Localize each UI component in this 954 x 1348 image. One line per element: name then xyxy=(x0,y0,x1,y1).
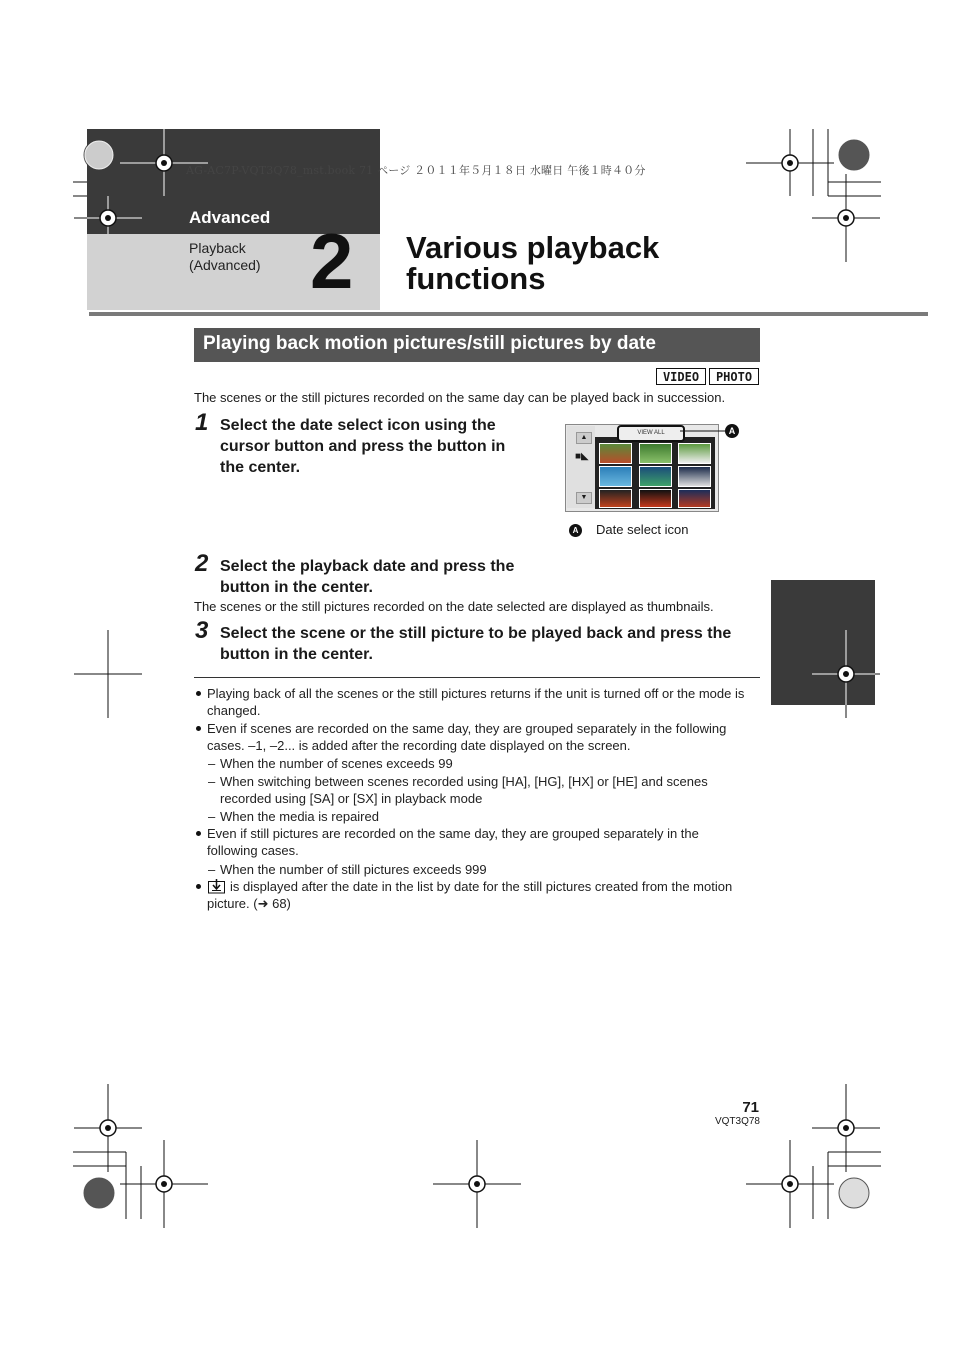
video-mode-tag: VIDEO xyxy=(656,368,706,385)
note-4-text: is displayed after the date in the list by date for the still pictures created from the motion picture. ( xyxy=(207,879,733,911)
page-number: 71 xyxy=(742,1099,759,1116)
dash: – xyxy=(208,862,216,877)
subsection-name: Playback (Advanced) xyxy=(189,240,261,273)
page-title: Various playback functions xyxy=(406,230,660,296)
intro-text: The scenes or the still pictures recorded on the same day can be played back in succession. xyxy=(194,390,726,405)
step-2-number: 2 xyxy=(195,550,209,577)
bullet xyxy=(196,884,201,889)
arrow-icon: ➜ xyxy=(257,896,269,911)
section-name: Advanced xyxy=(189,208,271,227)
callout-label: Date select icon xyxy=(596,522,689,537)
page-reference[interactable]: 68) xyxy=(268,896,291,911)
step-1-text: Select the date select icon using the cursor button and press the button in the center. xyxy=(220,417,506,476)
dash: – xyxy=(208,756,216,771)
callout-marker: A xyxy=(725,424,739,438)
note-3: Even if still pictures are recorded on the same day, they are grouped separately in the following cases. xyxy=(207,826,699,858)
note-3-sub-1: When the number of still pictures exceeds 999 xyxy=(220,862,487,877)
bullet xyxy=(196,831,201,836)
chapter-number: 2 xyxy=(310,217,354,305)
step-2-text: Select the playback date and press the button in the center. xyxy=(220,558,515,596)
note-2-sub-1: When the number of scenes exceeds 99 xyxy=(220,756,453,771)
step-3-text: Select the scene or the still picture to be played back and press the button in the center. xyxy=(220,625,732,663)
photo-mode-tag: PHOTO xyxy=(709,368,759,385)
note-2-sub-3: When the media is repaired xyxy=(220,809,379,824)
print-header: AG-AC7P-VQT3Q78_mst.book 71 ページ ２０１１年５月１８日 水曜日 午後１時４０分 xyxy=(186,164,646,177)
dash: – xyxy=(208,774,216,789)
step-3-number: 3 xyxy=(195,617,209,644)
dash: – xyxy=(208,809,216,824)
note-2-sub-2: When switching between scenes recorded using [HA], [HG], [HX] or [HE] and scenes recorded using [SA] or [SX] in playback mode xyxy=(220,774,708,806)
camera-mode-icon: ■◣ xyxy=(575,451,589,462)
scroll-down-icon: ▼ xyxy=(576,492,592,504)
step-2-description: The scenes or the still pictures recorded on the date selected are displayed as thumbnails. xyxy=(194,599,714,614)
note-2: Even if scenes are recorded on the same day, they are grouped separately in the following cases. –1, –2... is added after the recording date displayed on the screen. xyxy=(207,721,727,753)
step-1-number: 1 xyxy=(195,409,209,436)
note-1: Playing back of all the scenes or the still pictures returns if the unit is turned off or the mode is changed. xyxy=(207,686,745,718)
date-select-icon[interactable]: VIEW ALL xyxy=(617,425,685,442)
note-4 xyxy=(207,878,763,912)
scroll-up-icon: ▲ xyxy=(576,432,592,444)
document-code: VQT3Q78 xyxy=(714,1116,760,1127)
callout-legend-marker: A xyxy=(569,524,582,537)
section-heading: Playing back motion pictures/still pictures by date xyxy=(203,333,656,354)
